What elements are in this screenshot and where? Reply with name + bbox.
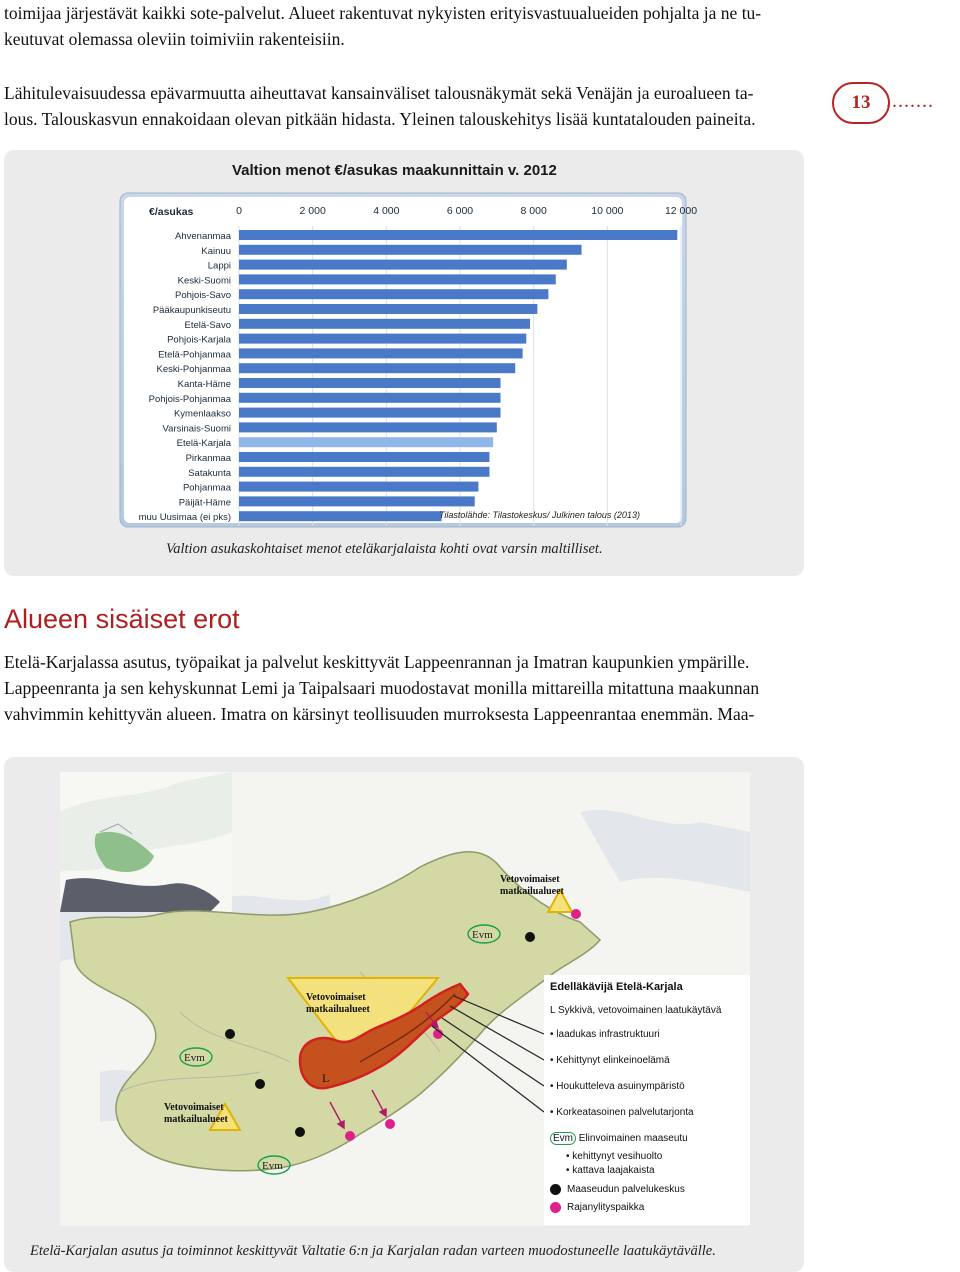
map-label-vetovoima-3b: matkailualueet	[500, 886, 564, 897]
legend-item-3: • Houkutteleva asuinympäristö	[550, 1081, 685, 1092]
chart-bar	[239, 363, 515, 373]
chart-category-label: Kainuu	[201, 245, 231, 257]
chart-bar	[239, 304, 537, 314]
chart-unit-label: €/asukas	[149, 206, 194, 218]
chart-category-label: Pääkaupunkiseutu	[152, 305, 231, 316]
map-label-vetovoima-1b: matkailualueet	[306, 1004, 370, 1015]
page-number: 13	[832, 82, 890, 124]
chart-bar	[239, 230, 677, 240]
chart-bar	[239, 496, 475, 506]
map-legend	[544, 975, 750, 1225]
chart-category-label: Etelä-Pohjanmaa	[158, 349, 231, 361]
chart-bar	[239, 274, 556, 284]
chart-bar	[239, 319, 530, 329]
legend-title: Edelläkävijä Etelä-Karjala	[550, 981, 683, 993]
intro-paragraph-1	[4, 0, 804, 52]
chart-category-label: Päijät-Häme	[178, 497, 231, 509]
map-label-vetovoima-3a: Vetovoimaiset	[500, 874, 560, 885]
body-paragraph	[4, 649, 804, 727]
chart-tick-label: 4 000	[373, 205, 400, 217]
chart-category-label: Keski-Suomi	[177, 275, 231, 287]
map-label-core: L	[322, 1071, 330, 1085]
map-label-evm-1: Evm	[472, 929, 493, 941]
map-label-evm-3: Evm	[262, 1160, 283, 1172]
intro-p2-line2: lous. Talouskasvun ennakoidaan olevan pitkään hidasta. Yleinen talouskehitys lisää kuntatalouden paineita.	[4, 109, 756, 129]
legend-evm-item-2: • kattava laajakaista	[566, 1165, 655, 1176]
service-centre-dot	[225, 1029, 235, 1039]
map-label-vetovoima-1a: Vetovoimaiset	[306, 992, 366, 1003]
chart-category-label: Kanta-Häme	[177, 379, 231, 390]
chart-category-label: Etelä-Savo	[184, 319, 231, 331]
intro-p1-line2: keutuvat olemassa oleviin toimiviin rakenteisiin.	[4, 29, 345, 49]
map-label-vetovoima-2a: Vetovoimaiset	[164, 1102, 224, 1113]
chart-category-label: Pohjois-Karjala	[167, 334, 231, 346]
chart-category-label: Kymenlaakso	[173, 408, 231, 420]
chart-tick-label: 12 000	[664, 205, 698, 217]
chart-category-label: Pirkanmaa	[185, 453, 231, 464]
chart-bar	[239, 437, 493, 447]
chart-category-label: Pohjois-Pohjanmaa	[148, 393, 231, 405]
chart-tick-label: 8 000	[520, 205, 547, 217]
chart-category-label: Satakunta	[188, 467, 231, 479]
legend-evm: Evm Elinvoimainen maaseutu	[550, 1133, 688, 1144]
service-centre-dot	[295, 1127, 305, 1137]
chart-bar	[239, 467, 489, 477]
body-line3: vahvimmin kehittyvän alueen. Imatra on kärsinyt teollisuuden murroksesta Lappeenrantaa enemmän. Maa-	[4, 704, 755, 724]
legend-subtitle: L Sykkivä, vetovoimainen laatukäytävä	[550, 1005, 722, 1016]
overview-inset-map	[60, 772, 232, 912]
black-dot-icon	[550, 1184, 561, 1195]
legend-item-2: • Kehittynyt elinkeinoelämä	[550, 1055, 670, 1066]
chart-bar	[239, 422, 497, 432]
chart-frame	[119, 192, 698, 528]
chart-source-note: Tilastolähde: Tilastokeskus/ Julkinen talous (2013)	[439, 510, 640, 520]
chart-caption: Valtion asukaskohtaiset menot eteläkarjalaista kohti ovat varsin maltilliset.	[166, 541, 603, 557]
chart-bar	[239, 245, 582, 255]
intro-paragraph-2	[4, 80, 804, 132]
body-line2: Lappeenranta ja sen kehyskunnat Lemi ja Taipalsaari muodostavat monilla mittareilla mitattuna maakunnan	[4, 678, 760, 698]
map-caption: Etelä-Karjalan asutus ja toiminnot keskittyvät Valtatie 6:n ja Karjalan radan varteen muodostuneelle laatukäytävälle.	[30, 1243, 716, 1259]
service-centre-dot	[255, 1079, 265, 1089]
chart-tick-label: 10 000	[591, 205, 624, 217]
legend-black-dot: Maaseudun palvelukeskus	[550, 1184, 685, 1195]
chart-category-label: Lappi	[207, 260, 231, 272]
border-crossing-dot	[571, 909, 581, 919]
pink-dot-icon	[550, 1202, 561, 1213]
legend-item-1: • laadukas infrastruktuuri	[550, 1029, 660, 1040]
legend-evm-item-1: • kehittynyt vesihuolto	[566, 1151, 663, 1162]
chart-bar	[239, 334, 526, 344]
intro-p1-line1: toimijaa järjestävät kaikki sote-palvelut. Alueet rakentuvat nykyisten erityisvastuualueiden pohjalta ja ne tu-	[4, 3, 762, 23]
chart-bar	[239, 289, 548, 299]
chart-category-label: Pohjanmaa	[182, 482, 231, 494]
chart-category-label: Ahvenanmaa	[175, 231, 231, 242]
chart-bar	[239, 260, 567, 270]
chart-tick-label: 6 000	[446, 205, 474, 217]
chart-bar	[239, 393, 501, 403]
chart-bar	[239, 348, 523, 358]
section-heading: Alueen sisäiset erot	[4, 604, 240, 634]
page-number-dots: ........	[886, 90, 934, 112]
legend-evm-badge: Evm	[550, 1132, 576, 1145]
chart-category-label: Keski-Pohjanmaa	[156, 364, 231, 376]
chart-title: Valtion menot €/asukas maakunnittain v. 2012	[232, 162, 557, 179]
chart-bar	[239, 511, 442, 521]
intro-p2-line1: Lähitulevaisuudessa epävarmuutta aiheuttavat kansainväliset talousnäkymät sekä Venäjän ja euroalueen ta-	[4, 83, 754, 103]
map-label-vetovoima-2b: matkailualueet	[164, 1114, 228, 1125]
chart-bar	[239, 452, 489, 462]
chart-bar	[239, 482, 478, 492]
chart-bar	[239, 378, 501, 388]
border-crossing-dot	[345, 1131, 355, 1141]
legend-item-4: • Korkeatasoinen palvelutarjonta	[550, 1107, 694, 1118]
bar-chart	[119, 192, 698, 528]
border-crossing-dot	[385, 1119, 395, 1129]
chart-tick-label: 0	[236, 205, 242, 217]
chart-category-label: Pohjois-Savo	[175, 290, 231, 302]
map-label-evm-2: Evm	[184, 1052, 205, 1064]
chart-tick-label: 2 000	[299, 205, 326, 217]
legend-pink-dot: Rajanylityspaikka	[550, 1202, 644, 1213]
service-centre-dot	[525, 932, 535, 942]
chart-bar	[239, 408, 501, 418]
chart-category-label: muu Uusimaa (ei pks)	[138, 512, 231, 524]
chart-category-label: Varsinais-Suomi	[162, 423, 231, 435]
chart-category-label: Etelä-Karjala	[176, 438, 231, 450]
body-line1: Etelä-Karjalassa asutus, työpaikat ja palvelut keskittyvät Lappeenrannan ja Imatran kaupunkien ympärille.	[4, 652, 750, 672]
